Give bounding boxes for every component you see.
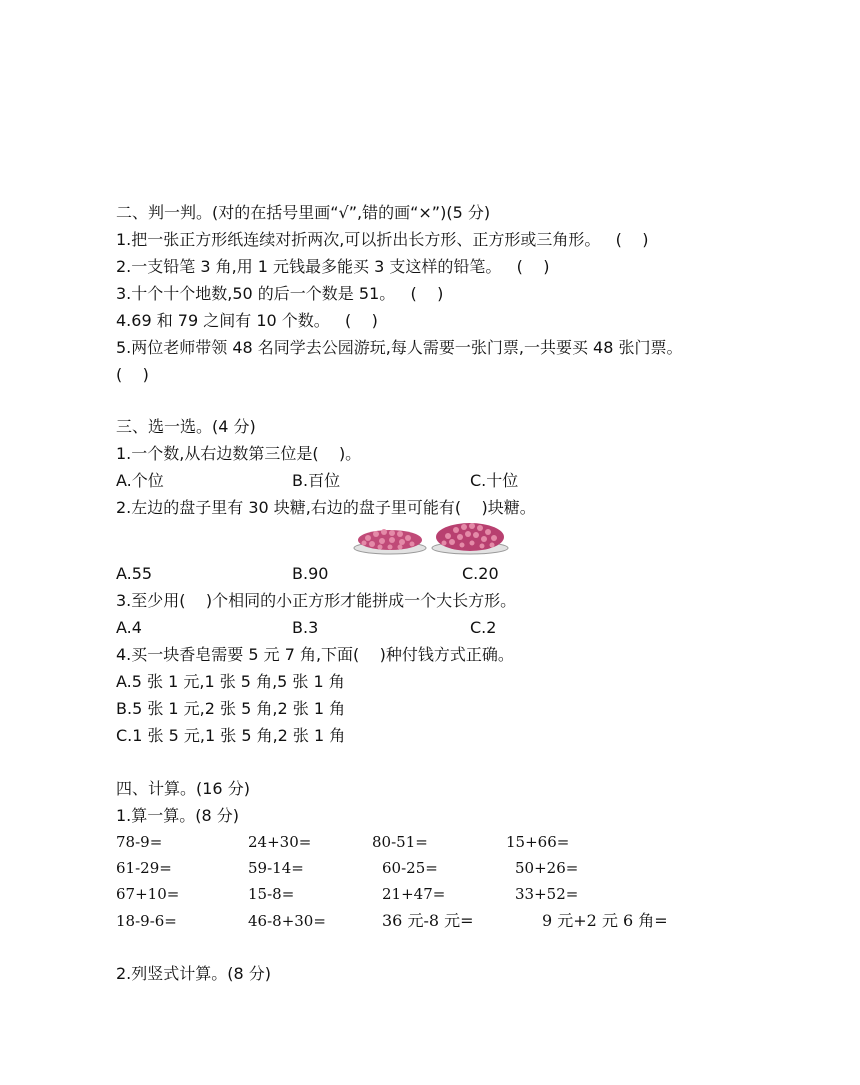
- calc-item: 36 元-8 元=: [382, 911, 474, 930]
- judge-item-4: 4.69 和 79 之间有 10 个数。 ( ): [116, 311, 378, 330]
- judge-item-5: 5.两位老师带领 48 名同学去公园游玩,每人需要一张门票,一共要买 48 张门票。: [116, 338, 683, 357]
- judge-item-2: 2.一支铅笔 3 角,用 1 元钱最多能买 3 支这样的铅笔。 ( ): [116, 257, 550, 276]
- calc-item: 61-29=: [116, 859, 172, 877]
- calc-subtitle-2: 2.列竖式计算。(8 分): [116, 964, 272, 983]
- section-4-title: 四、计算。(16 分): [116, 779, 250, 798]
- choice-1-option-b: B.百位: [292, 471, 341, 490]
- candy-plates-image: [352, 518, 512, 558]
- calc-item: 59-14=: [248, 859, 304, 877]
- choice-3-option-b: B.3: [292, 618, 319, 637]
- choice-2-option-b: B.90: [292, 564, 329, 583]
- choice-3-option-a: A.4: [116, 618, 142, 637]
- calc-item: 15-8=: [248, 885, 295, 903]
- choice-question-1: 1.一个数,从右边数第三位是( )。: [116, 444, 362, 463]
- choice-4-option-a: A.5 张 1 元,1 张 5 角,5 张 1 角: [116, 672, 345, 691]
- choice-4-option-b: B.5 张 1 元,2 张 5 角,2 张 1 角: [116, 699, 346, 718]
- choice-question-2: 2.左边的盘子里有 30 块糖,右边的盘子里可能有( )块糖。: [116, 498, 536, 517]
- calc-item: 80-51=: [372, 833, 428, 851]
- choice-1-option-c: C.十位: [470, 471, 519, 490]
- judge-item-1: 1.把一张正方形纸连续对折两次,可以折出长方形、正方形或三角形。 ( ): [116, 230, 649, 249]
- right-plate: [432, 523, 508, 554]
- calc-subtitle-1: 1.算一算。(8 分): [116, 806, 240, 825]
- calc-item: 50+26=: [515, 859, 579, 877]
- choice-question-3: 3.至少用( )个相同的小正方形才能拼成一个大长方形。: [116, 591, 517, 610]
- calc-item: 9 元+2 元 6 角=: [542, 911, 668, 930]
- judge-item-5-bracket: ( ): [116, 365, 149, 384]
- calc-item: 33+52=: [515, 885, 579, 903]
- choice-4-option-c: C.1 张 5 元,1 张 5 角,2 张 1 角: [116, 726, 346, 745]
- calc-item: 46-8+30=: [248, 912, 326, 930]
- choice-2-option-c: C.20: [462, 564, 499, 583]
- choice-1-option-a: A.个位: [116, 471, 164, 490]
- section-3-title: 三、选一选。(4 分): [116, 417, 256, 436]
- left-plate: [354, 529, 426, 554]
- calc-item: 67+10=: [116, 885, 180, 903]
- choice-question-4: 4.买一块香皂需要 5 元 7 角,下面( )种付钱方式正确。: [116, 645, 514, 664]
- choice-2-option-a: A.55: [116, 564, 153, 583]
- choice-3-option-c: C.2: [470, 618, 497, 637]
- section-2-title: 二、判一判。(对的在括号里画“√”,错的画“×”)(5 分): [116, 203, 491, 222]
- calc-item: 18-9-6=: [116, 912, 177, 930]
- calc-item: 21+47=: [382, 885, 446, 903]
- calc-item: 15+66=: [506, 833, 570, 851]
- calc-item: 60-25=: [382, 859, 438, 877]
- judge-item-3: 3.十个十个地数,50 的后一个数是 51。 ( ): [116, 284, 444, 303]
- calc-item: 78-9=: [116, 833, 163, 851]
- calc-item: 24+30=: [248, 833, 312, 851]
